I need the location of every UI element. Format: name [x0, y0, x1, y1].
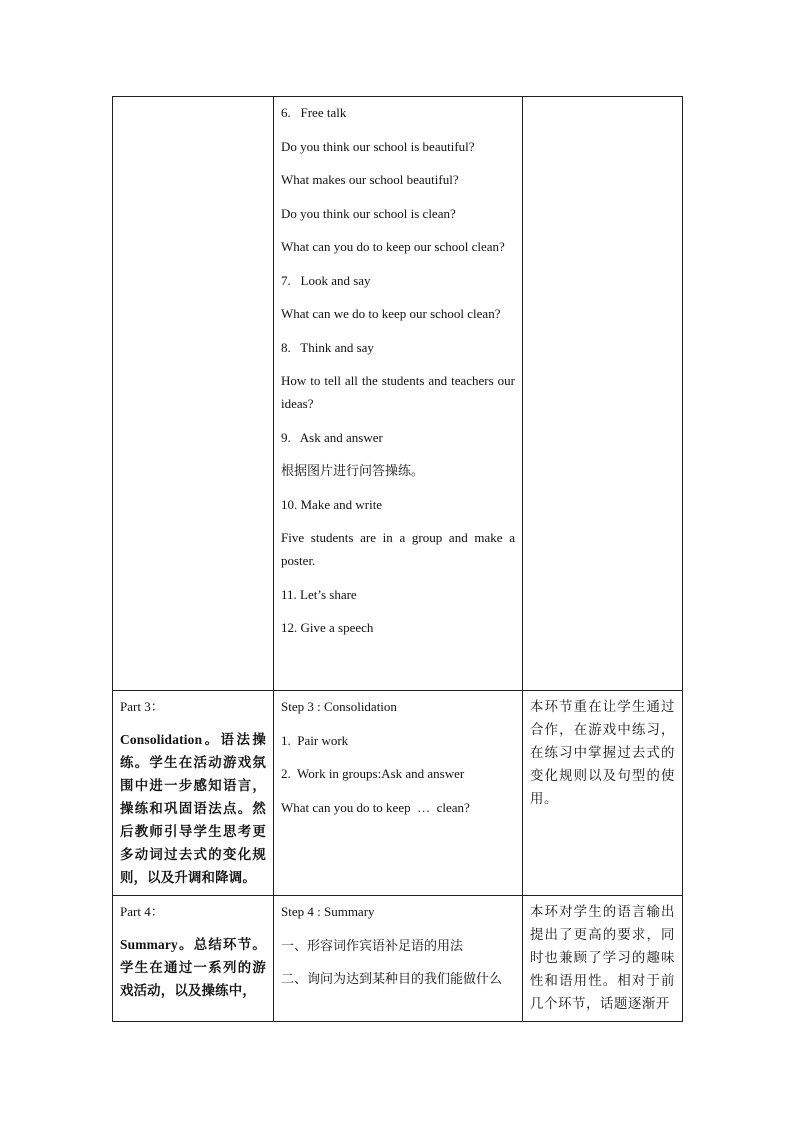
table-row	[113, 97, 683, 691]
purpose-cell-empty	[523, 97, 683, 691]
activities-cell	[274, 97, 523, 691]
step-line: 2. Work in groups:Ask and answer	[281, 766, 465, 781]
table-row	[113, 896, 683, 1022]
step-line: 一、形容词作宾语补足语的用法	[281, 937, 464, 953]
activity-line: What can you do to keep our school clean?	[281, 239, 505, 254]
activity-line: 9. Ask and answer	[281, 429, 383, 445]
activity-line: Five students are in a group and make a poster.	[281, 530, 515, 568]
purpose-text: 本环节重在让学生通过合作，在游戏中练习，在练习中掌握过去式的变化规则以及句型的使用。	[530, 699, 675, 806]
part-label: Part 3：	[120, 699, 164, 714]
activity-line: What makes our school beautiful?	[281, 172, 459, 187]
activity-line: How to tell all the students and teachers our ideas?	[281, 373, 515, 411]
part-cell-empty	[113, 97, 274, 691]
part-cell	[113, 691, 274, 896]
activity-line: 10. Make and write	[281, 496, 383, 512]
step-line: What can you do to keep … clean?	[281, 799, 470, 815]
purpose-text: 本环对学生的语言输出提出了更高的要求，同时也兼顾了学习的趣味性和语用性。相对于前几个环节，话题逐渐开	[530, 904, 675, 1011]
activity-line: Do you think our school is beautiful?	[281, 138, 475, 154]
activity-line: 8. Think and say	[281, 339, 374, 355]
activity-line: 11. Let’s share	[281, 586, 357, 602]
part-description: Summary。总结环节。学生在通过一系列的游戏活动，以及操练中，	[120, 937, 266, 998]
step-line: 二、询问为达到某种目的我们能做什么	[281, 971, 503, 986]
part-label: Part 4：	[120, 904, 164, 919]
steps-cell	[274, 691, 523, 896]
purpose-cell	[523, 896, 683, 1022]
part-description: Consolidation。语法操练。学生在活动游戏氛围中进一步感知语言，操练和巩固语法点。然后教师引导学生思考更多动词过去式的变化规则，以及升调和降调。	[120, 732, 266, 885]
step-line: Step 3 : Consolidation	[281, 699, 397, 714]
activity-line: What can we do to keep our school clean?	[281, 306, 501, 321]
step-line: Step 4 : Summary	[281, 904, 375, 919]
purpose-cell	[523, 691, 683, 896]
activity-line: 12. Give a speech	[281, 620, 374, 635]
lesson-plan-table	[112, 96, 683, 1022]
activity-line: 7. Look and say	[281, 272, 371, 288]
activity-line: 根据图片进行问答操练。	[281, 463, 425, 478]
step-line: 1. Pair work	[281, 732, 349, 748]
activity-line: 6. Free talk	[281, 105, 347, 120]
part-cell	[113, 896, 274, 1022]
activity-line: Do you think our school is clean?	[281, 205, 456, 221]
steps-cell	[274, 896, 523, 1022]
table-row	[113, 691, 683, 896]
